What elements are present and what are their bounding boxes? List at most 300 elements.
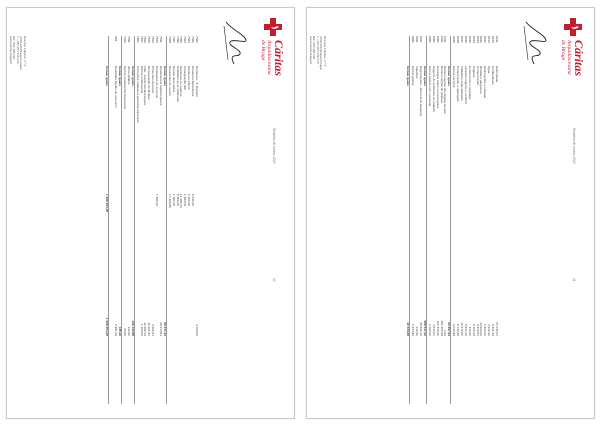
table-cell xyxy=(162,194,166,250)
table-cell: 7322 xyxy=(191,36,196,43)
table-cell: Quotas associados xyxy=(171,66,176,93)
table-cell xyxy=(490,194,494,250)
table-cell: 40 733,08 xyxy=(406,322,411,336)
table-cell xyxy=(451,250,455,280)
table-cell: 1 360,00 xyxy=(171,194,176,207)
table-cell xyxy=(105,336,109,392)
table-cell xyxy=(406,194,410,250)
handwritten-signature xyxy=(520,20,552,66)
table-cell: Outros serviços xyxy=(452,66,457,88)
table-row xyxy=(109,36,113,404)
table-cell: 6223 xyxy=(475,36,480,43)
table-cell: 6 421,33 xyxy=(491,323,496,336)
table-cell: Seguros xyxy=(471,66,476,78)
table-cell xyxy=(194,336,198,392)
table-cell xyxy=(435,194,439,250)
table-cell xyxy=(439,336,443,392)
table-cell xyxy=(146,194,150,250)
table-cell: 3 460,21 xyxy=(151,323,156,336)
table-row xyxy=(490,36,494,404)
table-cell: 6212 xyxy=(491,36,496,43)
table-cell xyxy=(475,336,479,392)
table-cell: 8 133,45 xyxy=(456,323,461,336)
table-cell xyxy=(139,250,143,280)
handwritten-signature xyxy=(220,20,252,66)
footer-line: Rua dos Falcões, n.º 5 xyxy=(23,36,27,67)
table-cell xyxy=(179,250,183,280)
table-row xyxy=(494,36,498,404)
table-cell xyxy=(431,250,435,280)
table-cell: 6 512,00 xyxy=(191,194,196,207)
table-cell xyxy=(435,250,439,280)
table-cell xyxy=(143,194,147,250)
table-row xyxy=(482,36,486,404)
table-cell xyxy=(459,250,463,280)
table-cell xyxy=(414,250,418,280)
table-cell: Trabalhos especializados xyxy=(459,66,464,101)
table-cell: 101 348,20 xyxy=(435,320,440,336)
table-cell xyxy=(162,336,166,392)
table-cell xyxy=(167,250,171,280)
footer-line: T. +351 253 219 370 xyxy=(15,36,20,64)
table-cell: 7324 xyxy=(183,36,188,43)
table-cell xyxy=(158,250,162,280)
table-cell: Outros gastos com o pessoal xyxy=(427,66,432,107)
table-cell xyxy=(406,250,410,280)
table-cell: 6381 xyxy=(427,36,432,43)
table-row xyxy=(414,36,418,404)
caritas-logo xyxy=(256,16,286,78)
logo-subtitle: Arquidiocesana de Braga xyxy=(260,40,272,75)
table-cell xyxy=(171,336,175,392)
table-cell: 11 345,24 xyxy=(179,194,184,208)
table-cell xyxy=(422,194,426,250)
table-cell xyxy=(194,250,198,280)
table-cell: 4 812,07 xyxy=(431,323,436,336)
table-cell: 7817 xyxy=(139,36,144,43)
table-cell: 135,40 xyxy=(118,326,123,336)
table-cell: Donativos Benfeitores xyxy=(191,66,196,97)
table-cell xyxy=(446,250,450,280)
table-cell: 6222 xyxy=(479,36,484,43)
table-cell xyxy=(175,250,179,280)
table-cell xyxy=(139,336,143,392)
table-cell: 6228 xyxy=(456,36,461,43)
page-footer xyxy=(8,36,26,70)
footer-line: 4700-326 Braga Portugal xyxy=(319,36,324,70)
table-cell: 310,00 xyxy=(467,326,472,336)
table-cell xyxy=(422,336,426,392)
table-cell xyxy=(494,336,498,392)
table-cell xyxy=(479,336,483,392)
table-cell: 2 040,88 xyxy=(452,323,457,336)
table-cell: Impostos xyxy=(415,66,420,79)
table-cell: 2 160,00 xyxy=(427,323,432,336)
table-row xyxy=(135,36,139,404)
table-cell xyxy=(130,194,134,250)
table-cell xyxy=(414,194,418,250)
table-cell: 6881 xyxy=(411,36,416,43)
table-cell: 6229 xyxy=(452,36,457,43)
table-cell: 7327 xyxy=(171,36,176,43)
table-cell xyxy=(190,280,194,336)
table-cell: Consignação IRS xyxy=(183,66,188,91)
document-page-left xyxy=(6,7,295,419)
table-cell: 6421 xyxy=(419,36,424,43)
table-cell xyxy=(150,336,154,392)
table-cell xyxy=(486,336,490,392)
table-cell xyxy=(143,250,147,280)
table-cell xyxy=(479,194,483,250)
table-cell xyxy=(471,194,475,250)
table-cell xyxy=(482,250,486,280)
table-cell: Deslocações e estadas xyxy=(483,66,488,98)
footer-line: 4700-326 Braga Portugal xyxy=(19,36,24,70)
table-cell: Prestações de serviços xyxy=(155,66,160,98)
table-cell: 6213 xyxy=(487,36,492,43)
table-cell xyxy=(414,336,418,392)
table-cell xyxy=(126,194,130,250)
table-cell: Somas iguais xyxy=(130,66,135,86)
table-cell xyxy=(117,250,121,280)
table-cell xyxy=(486,250,490,280)
table-cell xyxy=(175,336,179,392)
table-cell: Contencioso e notariado xyxy=(467,66,472,100)
caritas-logo xyxy=(556,16,586,78)
table-cell: Seguros de acidentes no trabalho xyxy=(431,66,436,113)
footer-line: NIF: 502 408 294 xyxy=(12,36,17,60)
table-row xyxy=(475,36,479,404)
table-cell: Somas iguais xyxy=(105,66,110,86)
table-cell xyxy=(475,194,479,250)
table-cell xyxy=(167,336,171,392)
table-cell: 412,30 xyxy=(415,326,420,336)
table-cell xyxy=(443,250,447,280)
table-cell xyxy=(109,280,113,336)
table-cell: Reembolso de custos xyxy=(167,66,172,96)
table-cell: 89 271,40 xyxy=(162,322,167,336)
table-cell: Recuperação de dívidas xyxy=(147,66,152,100)
table-cell: 7812 xyxy=(155,36,160,43)
table-cell: Rendimentos suplementares xyxy=(158,66,163,106)
table-cell xyxy=(105,36,109,66)
table-cell: 1 914,66 xyxy=(411,323,416,336)
logo-subtitle: Arquidiocesana de Braga xyxy=(560,40,572,75)
table-cell xyxy=(494,194,498,250)
page-number: 41 xyxy=(572,278,576,282)
table-cell xyxy=(109,194,113,250)
table-cell xyxy=(130,250,134,280)
table-cell xyxy=(109,66,113,194)
table-cell xyxy=(410,194,414,250)
table-cell xyxy=(467,336,471,392)
table-cell xyxy=(175,280,179,336)
table-cell: Donativos - T. Imposto xyxy=(195,66,199,97)
table-cell xyxy=(418,194,422,250)
table-cell xyxy=(109,36,113,66)
table-cell: Outros gastos xyxy=(411,66,416,86)
table-cell xyxy=(117,336,121,392)
table-cell: 2 981,69 xyxy=(114,323,119,336)
accounts-table xyxy=(105,36,198,404)
table-cell xyxy=(126,250,130,280)
table-cell xyxy=(455,194,459,250)
table-cell xyxy=(122,336,126,392)
table-cell: 27 045,47 xyxy=(495,322,499,336)
table-cell: 38 406,12 xyxy=(419,322,424,336)
table-cell xyxy=(463,194,467,250)
table-cell: Remunerações dos órgãos sociais xyxy=(443,66,448,114)
table-cell xyxy=(443,336,447,392)
document-header: Relatório de contas 2020 xyxy=(572,128,576,164)
table-cell: Somas iguais xyxy=(118,66,123,86)
table-cell xyxy=(463,336,467,392)
table-cell: 7325 xyxy=(179,36,184,43)
table-cell xyxy=(471,336,475,392)
table-cell xyxy=(117,194,121,250)
table-cell: Depreciações - ativos fixos tangíveis xyxy=(419,66,424,117)
table-cell: 7328 xyxy=(167,36,172,43)
table-row xyxy=(418,36,422,404)
table-cell xyxy=(171,280,175,336)
table-cell xyxy=(427,194,431,250)
table-cell xyxy=(146,336,150,392)
table-cell: 6361 xyxy=(431,36,436,43)
table-cell: FSE - Fundo Social Europeu xyxy=(143,66,148,106)
table-row xyxy=(190,36,194,404)
table-cell xyxy=(410,336,414,392)
table-cell: Encargos sobre remunerações xyxy=(435,66,440,109)
table-cell xyxy=(130,336,134,392)
table-cell xyxy=(171,250,175,280)
table-row xyxy=(113,36,117,404)
table-cell xyxy=(109,336,113,392)
table-cell: 7821 xyxy=(135,36,140,43)
table-cell: Combustíveis xyxy=(491,66,496,85)
table-cell: 4 233,10 xyxy=(487,323,492,336)
table-cell: 6224 xyxy=(471,36,476,43)
table-cell: 112,60 xyxy=(126,326,131,336)
table-cell xyxy=(427,336,431,392)
table-cell xyxy=(150,250,154,280)
table-cell xyxy=(463,250,467,280)
table-cell: Resultado líquido do exercício xyxy=(114,66,119,108)
table-cell: Limpeza, higiene e conforto xyxy=(463,66,468,105)
table-cell xyxy=(186,250,190,280)
table-cell: Juros obtidos xyxy=(126,66,131,85)
footer-line: www.caritas-braga.pt xyxy=(308,36,313,65)
table-cell xyxy=(451,194,455,250)
table-cell: 7815 xyxy=(147,36,152,43)
table-cell xyxy=(135,250,139,280)
table-cell: 1 893,05 xyxy=(183,194,188,207)
table-cell xyxy=(105,250,109,280)
table-cell: 9 844,72 xyxy=(463,323,468,336)
table-cell xyxy=(167,280,171,336)
table-cell: 5 106,18 xyxy=(471,323,476,336)
table-cell: 8 900,00 xyxy=(175,194,180,207)
table-row xyxy=(479,36,483,404)
table-cell xyxy=(427,250,431,280)
table-cell xyxy=(135,336,139,392)
table-cell: 12 570,00 xyxy=(459,322,464,336)
table-cell xyxy=(186,280,190,336)
table-cell: Correções relativas a períodos anteriores xyxy=(135,66,140,123)
table-cell: Somas iguais xyxy=(162,66,167,86)
table-cell xyxy=(182,250,186,280)
table-cell: 7816 xyxy=(143,36,148,43)
table-cell: 6225 xyxy=(467,36,472,43)
table-cell: 106 729,88 xyxy=(130,320,135,336)
table-cell xyxy=(113,250,117,280)
table-cell xyxy=(126,336,130,392)
table-row xyxy=(122,36,126,404)
footer-line: NIF: 502 408 294 xyxy=(312,36,317,60)
table-cell xyxy=(150,194,154,250)
table-cell: 6311 xyxy=(443,36,448,43)
table-cell xyxy=(113,336,117,392)
table-cell xyxy=(439,194,443,250)
table-cell xyxy=(418,250,422,280)
table-cell xyxy=(122,250,126,280)
table-cell xyxy=(490,250,494,280)
table-cell xyxy=(182,280,186,336)
table-cell xyxy=(467,194,471,250)
table-cell xyxy=(179,336,183,392)
page-content-rotated xyxy=(7,8,294,418)
table-cell xyxy=(154,336,158,392)
page-content-rotated xyxy=(307,8,594,418)
table-cell xyxy=(158,336,162,392)
table-cell: 12 482,13 xyxy=(143,322,148,336)
table-cell xyxy=(455,250,459,280)
caritas-cross-flame-icon xyxy=(562,16,584,38)
accounts-table xyxy=(406,36,498,404)
table-cell xyxy=(459,194,463,250)
table-row xyxy=(186,36,190,404)
table-cell xyxy=(446,336,450,392)
table-row xyxy=(455,36,459,404)
table-cell: 17 326,55 xyxy=(167,194,172,208)
table-cell: 3 972,51 xyxy=(475,323,480,336)
table-cell: Outros rendimentos financeiros xyxy=(122,66,127,109)
table-cell: Comunicação xyxy=(475,66,480,85)
table-cell: 6226 xyxy=(463,36,468,43)
table-cell: 818 xyxy=(114,36,119,42)
document-page-right xyxy=(306,7,595,419)
table-cell xyxy=(439,250,443,280)
table-cell: 7321 xyxy=(195,36,199,43)
table-cell xyxy=(135,280,139,336)
table-cell xyxy=(135,194,139,250)
table-cell xyxy=(143,336,147,392)
table-cell xyxy=(109,250,113,280)
table-cell: 7911 xyxy=(126,36,131,43)
table-cell: 0,00 xyxy=(443,329,448,336)
table-cell: 7811 xyxy=(158,36,163,43)
table-cell: 7326 xyxy=(175,36,180,43)
table-cell: Somas iguais xyxy=(447,66,452,86)
table-cell: Protocolos diversos xyxy=(151,66,156,93)
table-cell: Somas iguais xyxy=(406,66,411,86)
table-cell xyxy=(162,250,166,280)
table-row xyxy=(427,36,431,404)
table-cell xyxy=(443,194,447,250)
table-cell xyxy=(467,250,471,280)
document-header: Relatório de contas 2020 xyxy=(272,128,276,164)
table-cell: Rendas e alugueres xyxy=(479,66,484,94)
table-cell xyxy=(186,336,190,392)
caritas-cross-flame-icon xyxy=(262,16,284,38)
table-cell xyxy=(190,336,194,392)
table-cell: 6227 xyxy=(459,36,464,43)
table-cell: Somas iguais xyxy=(422,66,427,86)
footer-line: www.caritas-braga.pt xyxy=(8,36,13,65)
table-cell xyxy=(494,250,498,280)
table-cell xyxy=(431,194,435,250)
table-cell xyxy=(154,250,158,280)
table-cell xyxy=(182,336,186,392)
table-cell: Subsídios ao investimento xyxy=(175,66,180,103)
table-row xyxy=(167,36,171,404)
table-cell xyxy=(422,250,426,280)
table-cell: 7912 xyxy=(122,36,127,43)
table-cell xyxy=(479,250,483,280)
table-cell xyxy=(471,250,475,280)
logo-wordmark: Cáritas xyxy=(572,40,586,77)
table-cell xyxy=(406,36,410,66)
table-cell: 7813 xyxy=(151,36,156,43)
logo-wordmark: Cáritas xyxy=(272,40,286,77)
footer-line: Rua dos Falcões, n.º 5 xyxy=(323,36,327,67)
table-cell: 4 765,00 xyxy=(195,323,199,336)
table-cell: 95 697,64 xyxy=(447,322,452,336)
table-cell: 1 380,00 xyxy=(155,194,160,207)
page-number: 42 xyxy=(272,278,276,282)
table-row xyxy=(410,36,414,404)
table-cell: 33 214,81 xyxy=(158,322,163,336)
table-cell: 7323 xyxy=(187,36,192,43)
table-cell xyxy=(410,250,414,280)
table-cell: 1 008 354,25 xyxy=(105,194,110,213)
table-cell: Conservação e reparação xyxy=(456,66,461,102)
table-cell xyxy=(455,336,459,392)
table-cell: 1 820,00 xyxy=(483,323,488,336)
table-cell xyxy=(482,194,486,250)
table-cell: Água xyxy=(487,66,492,74)
table-cell xyxy=(406,336,410,392)
table-cell xyxy=(451,336,455,392)
table-cell xyxy=(486,194,490,250)
table-cell xyxy=(459,336,463,392)
table-cell: 6221 xyxy=(483,36,488,43)
table-cell xyxy=(139,194,143,250)
table-cell xyxy=(482,336,486,392)
table-cell xyxy=(446,36,450,66)
table-cell: 14 200,00 xyxy=(479,322,484,336)
page-footer xyxy=(308,36,326,70)
table-cell: Donativos em espécie xyxy=(179,66,184,97)
table-cell: 22,80 xyxy=(122,328,127,336)
table-cell: 481 226,93 xyxy=(439,320,444,336)
table-cell: 1 100,00 xyxy=(139,323,144,336)
table-cell xyxy=(179,280,183,336)
table-cell xyxy=(431,336,435,392)
table-cell xyxy=(122,194,126,250)
table-cell xyxy=(190,250,194,280)
table-cell xyxy=(475,250,479,280)
table-cell xyxy=(435,336,439,392)
